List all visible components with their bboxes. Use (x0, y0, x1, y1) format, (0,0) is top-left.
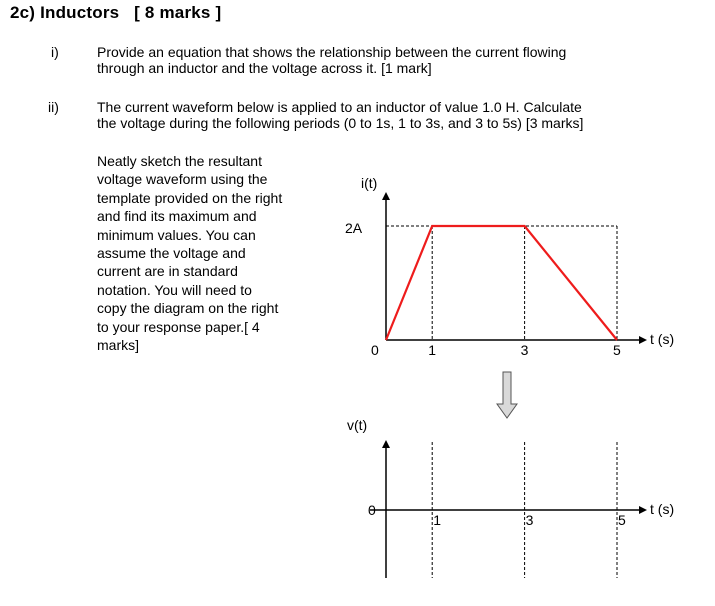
instruction-line: minimum values. You can (97, 226, 256, 243)
question-line: Provide an equation that shows the relationship between the current flowing (97, 44, 567, 60)
instruction-line: to your response paper.[ 4 (97, 318, 260, 335)
question-number: ii) (48, 99, 59, 115)
current-tick-label: 1 (428, 342, 436, 358)
current-y-label: i(t) (361, 175, 378, 191)
current-x-label: t (s) (650, 331, 675, 347)
current-y-tick-label: 2A (345, 220, 363, 236)
current-tick-label: 3 (520, 342, 529, 358)
current-origin-label: 0 (371, 342, 379, 358)
current-waveform-line (386, 226, 617, 340)
voltage-y-label: v(t) (347, 417, 368, 433)
question-line: The current waveform below is applied to an inductor of value 1.0 H. Calculate (97, 99, 582, 115)
instruction-line: assume the voltage and (97, 245, 246, 262)
instruction-line: copy the diagram on the right (97, 300, 279, 317)
section-marks: [ 8 marks ] (134, 3, 222, 22)
voltage-tick-label: 3 (525, 512, 534, 528)
instruction-line: Neatly sketch the resultant (97, 153, 262, 169)
voltage-tick-label: 5 (618, 512, 626, 528)
voltage-tick-label: 1 (433, 512, 441, 528)
instruction-line: voltage waveform using the (97, 171, 268, 188)
instruction-line: marks] (97, 337, 139, 354)
down-arrow-icon (497, 372, 517, 418)
voltage-x-label: t (s) (650, 501, 675, 517)
current-ticks (428, 226, 621, 358)
section-title: 2c) Inductors (10, 3, 120, 22)
current-tick-label: 5 (613, 342, 621, 358)
question-line: through an inductor and the voltage across it. [1 mark] (97, 60, 432, 76)
voltage-origin-label: 0 (368, 502, 376, 518)
instruction-line: notation. You will need to (97, 281, 252, 298)
instruction-line: and find its maximum and (97, 208, 257, 225)
voltage-plot (347, 417, 674, 578)
instruction-line: template provided on the right (97, 189, 283, 206)
question-line: the voltage during the following periods (0 to 1s, 1 to 3s, and 3 to 5s) [3 marks] (97, 115, 584, 131)
instruction-line: current are in standard (97, 263, 238, 280)
current-plot (345, 175, 674, 358)
question-number: i) (51, 44, 59, 60)
